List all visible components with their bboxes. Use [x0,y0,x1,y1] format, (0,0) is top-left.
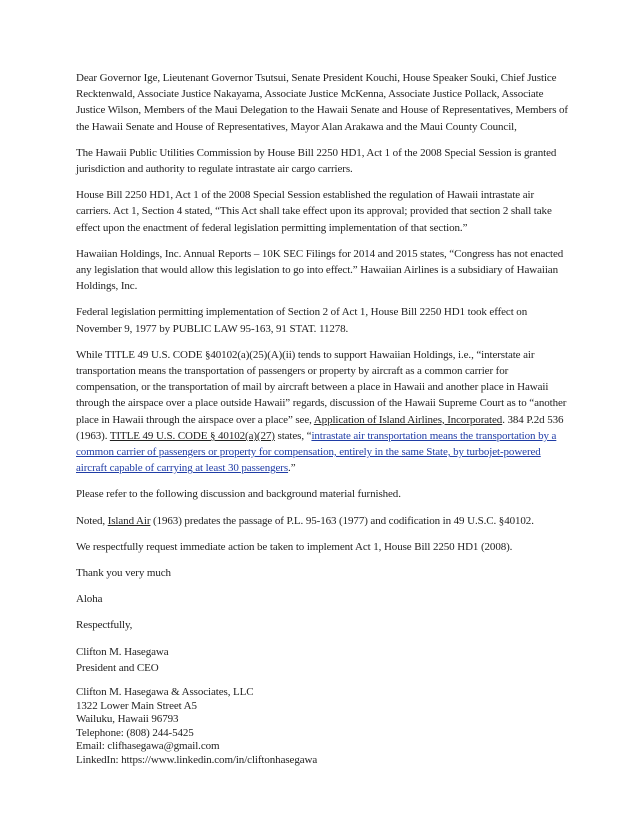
paragraph-puc-jurisdiction: The Hawaii Public Utilities Commission by House Bill 2250 HD1, Act 1 of the 2008 Special Session is granted jurisdiction and authority to regulate intrastate air cargo carriers. [76,146,557,176]
paragraph-island-air [76,513,568,529]
email: Email: clifhasegawa@gmail.com [76,740,220,753]
paragraph-hawaiian-holdings: Hawaiian Holdings, Inc. Annual Reports – 10K SEC Filings for 2014 and 2015 states, “Congress has not enacted any legislation that would allow this legislation to go into effect.” Hawaiian Airlines is a subsidiary of Hawaiian Holdings, Inc. [76,247,564,293]
salutation: Dear Governor Ige, Lieutenant Governor Tsutsui, Senate President Kouchi, House Speaker Souki, Chief Justice Recktenwald, Associate Justice Nakayama, Associate Justice McKenna, Associate Justice Pollack, Associate Justice Wilson, Members of the Maui Delegation to the Hawaii Senate and House of Representatives, Members of the Hawaii Senate and House of Representatives, Mayor Alan Arakawa and the Maui County Council, [76,72,568,133]
paragraph-federal-legislation: Federal legislation permitting implementation of Section 2 of Act 1, House Bill 2250 HD1 took effect on November 9, 1977 by PUBLIC LAW 95-163, 91 STAT. 11278. [76,306,528,335]
telephone: Telephone: (808) 244-5425 [76,726,194,739]
title49-text-3: states, “ [274,429,312,442]
title49-text-1: While TITLE 49 U.S. CODE §40102(a)(25)(A)(ii) tends to support Hawaiian Holdings, i.e., “interstate air transportation means the transportation of passengers or property by aircraft as a common carrier for compensation, or the transportation of mail by aircraft between a place in Hawaii and another place in Hawaii through the airspace over a place outside Hawaii” regards, discussion of the Hawaii Supreme Court as to “another place in Hawaii through the airspace over a place” see, [76,348,567,426]
signature-block [76,644,568,768]
case-link-island-airlines[interactable]: Application of Island Airlines, Incorporated [313,413,503,426]
title49-text-2: . 384 P.2d 536 (1963). [76,413,564,442]
paragraph-act1-section4: House Bill 2250 HD1, Act 1 of the 2008 Special Session established the regulation of Hawaii intrastate air carriers. Act 1, Section 4 stated, “This Act shall take effect upon its approval; provided that section 2 shall take effect upon the enactment of federal legislation permitting implementation of that section.” [76,189,552,234]
title49-text-4: .” [288,462,296,475]
address-line-2: Wailuku, Hawaii 96793 [76,713,179,726]
paragraph-aloha: Aloha [76,593,103,606]
island-air-text-2: (1963) predates the passage of P.L. 95-163 (1977) and codification in 49 U.S.C. §40102. [150,514,534,527]
address-line-1: 1322 Lower Main Street A5 [76,699,197,712]
quote-link-intrastate[interactable]: intrastate air transportation means the transportation by a common carrier of passengers or property for compensation, entirely in the same State, by turbojet-powered aircraft capable of carrying at least 30 passengers [76,429,557,475]
paragraph-title49 [76,347,568,477]
paragraph-request: We respectfully request immediate action be taken to implement Act 1, House Bill 2250 HD1 (2008). [76,540,513,553]
paragraph-thanks: Thank you very much [76,567,171,580]
linkedin: LinkedIn: https://www.linkedin.com/in/cliftonhasegawa [76,754,318,767]
case-link-island-air[interactable]: Island Air [107,514,151,527]
signer-title: President and CEO [76,661,159,674]
signer-name: Clifton M. Hasegawa [76,645,169,658]
letter-page [76,70,568,768]
code-link-40102[interactable]: TITLE 49 U.S. CODE § 40102(a)(27) [109,429,275,442]
island-air-text-1: Noted, [76,514,108,527]
paragraph-refer: Please refer to the following discussion and background material furnished. [76,488,401,501]
company-name: Clifton M. Hasegawa & Associates, LLC [76,686,254,699]
closing: Respectfully, [76,619,133,632]
